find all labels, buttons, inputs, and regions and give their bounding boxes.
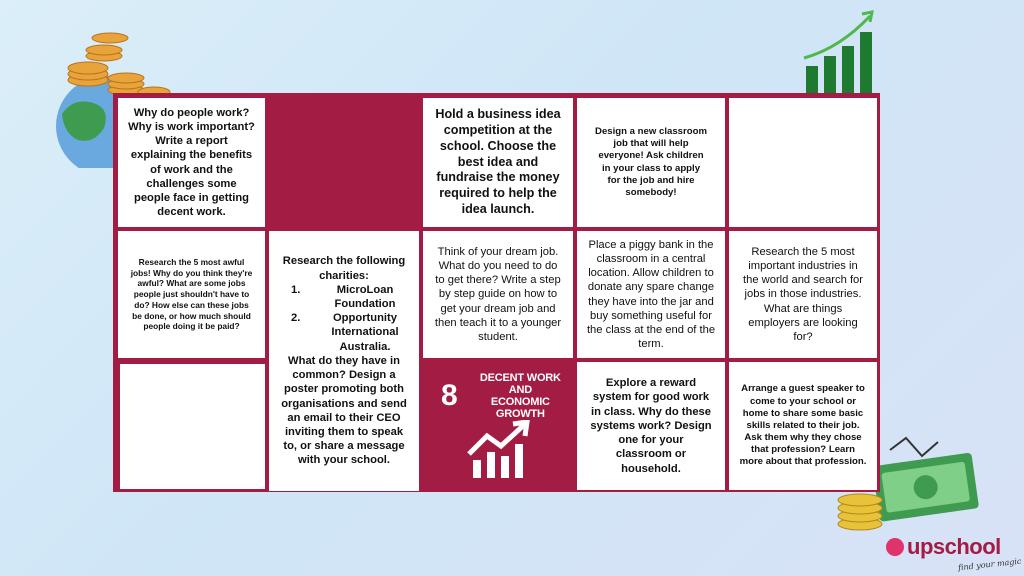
activity-piggy-bank — [577, 231, 725, 358]
charity-item — [291, 283, 411, 311]
activity-text: Arrange a guest speaker to come to your school or home to share some basic skills related to their job. Ask them why they chose that profession? Learn more about that profession. — [739, 383, 867, 468]
activity-text: Design a new classroom job that will help everyone! Ask children in your class to apply for the job and hire somebody! — [595, 125, 707, 198]
activity-text: Place a piggy bank in the classroom in a central location. Allow children to donate any spare change they have into the jar and buy something useful for the class at the end of the term. — [586, 238, 716, 351]
charity-name: Opportunity International Australia. — [331, 312, 399, 353]
sdg-header — [441, 372, 573, 420]
charity-number: 2. — [291, 312, 301, 325]
activity-grid — [113, 93, 880, 492]
growth-bars-illustration — [800, 8, 880, 96]
charity-name: MicroLoan Foundation — [334, 283, 396, 311]
activity-guest-speaker — [729, 362, 877, 490]
charities-task: What do they have in common? Design a poster promoting both organisations and send an email to their CEO inviting them to speak to, or share a message with your school. — [281, 354, 407, 467]
activity-why-work — [118, 98, 265, 227]
activity-dream-job — [423, 231, 573, 358]
activity-text: Research the 5 most awful jobs! Why do you think they're awful? What are some jobs people just shouldn't have to do? How else can these jobs be done, or how much should people doing it be paid? — [130, 257, 253, 332]
activity-important-industries — [729, 231, 877, 358]
activity-text: Why do people work? Why is work important? Write a report explaining the benefits of work and the challenges some people face in getting decent work. — [128, 106, 255, 219]
upschool-logo — [886, 534, 1001, 560]
trending-up-chart-icon — [465, 420, 535, 480]
sdg-8-tile — [423, 362, 573, 492]
activity-awful-jobs — [118, 231, 265, 358]
activity-text: Explore a reward system for good work in class. Why do these systems work? Design one for your classroom or household. — [590, 377, 712, 475]
sdg-title-line2: ECONOMIC GROWTH — [490, 396, 550, 421]
blank-white-cell — [729, 98, 877, 227]
charity-item — [291, 311, 411, 354]
activity-reward-system — [577, 362, 725, 490]
activity-research-charities — [269, 231, 419, 491]
logo-name: upschool — [907, 534, 1001, 559]
activity-classroom-job — [577, 98, 725, 227]
sdg-number: 8 — [441, 379, 458, 413]
activity-business-competition — [423, 98, 573, 227]
charities-list — [277, 283, 411, 354]
activity-text: Think of your dream job. What do you need to do to get there? Write a step by step guide on how to get your dream job and then teach it to a younger student. — [434, 245, 562, 344]
blank-maroon-cell — [269, 98, 419, 227]
sdg-title-line1: DECENT WORK AND — [479, 372, 561, 397]
charities-intro: Research the following charities: — [282, 255, 406, 282]
logo-mark-icon — [886, 538, 904, 556]
activity-text: Research the 5 most important industries in the world and search for jobs in those industries. What are things employers are looking for? — [742, 245, 864, 344]
blank-white-cell — [120, 364, 265, 489]
charity-number: 1. — [291, 283, 301, 296]
logo-tagline: find your magic — [957, 556, 1022, 573]
activity-text: Hold a business idea competition at the school. Choose the best idea and fundraise the money required to help the idea launch. — [435, 106, 561, 217]
